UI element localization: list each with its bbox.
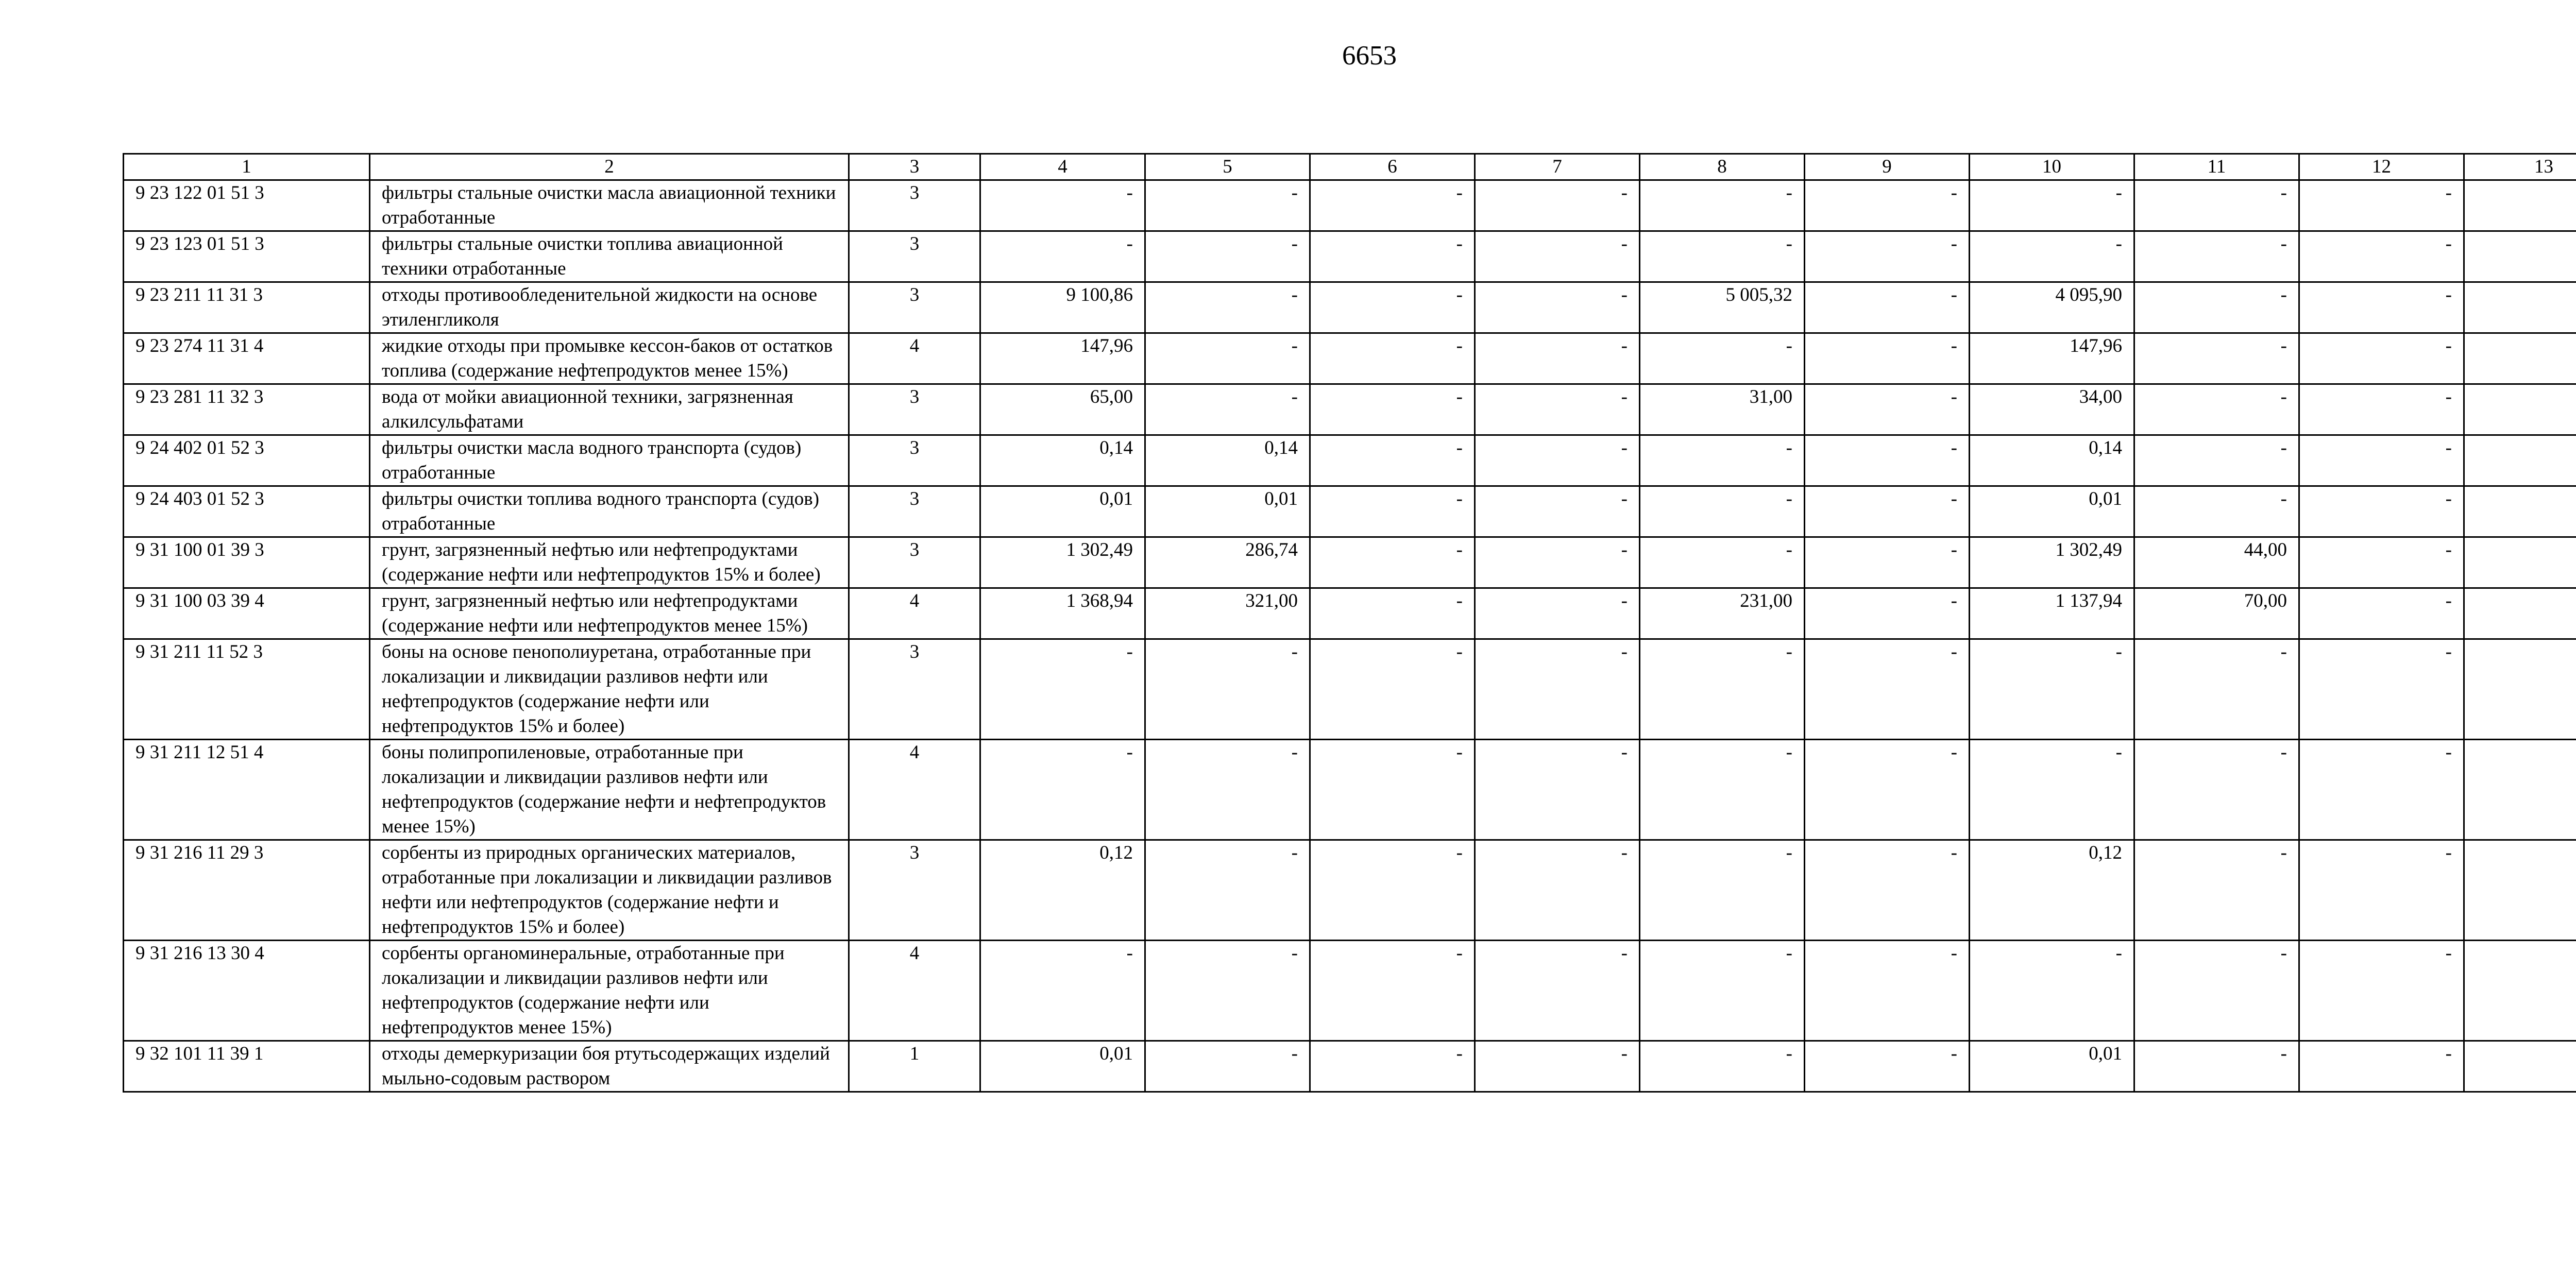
waste-code-cell: 9 24 402 01 52 3 bbox=[124, 435, 370, 486]
value-cell-col-9: - bbox=[1805, 639, 1970, 740]
value-cell-col-12: - bbox=[2299, 384, 2464, 435]
waste-name-cell: сорбенты органоминеральные, отработанные при локализации и ликвидации разливов нефти или нефтепродуктов (содержание нефти или нефтепродуктов менее 15%) bbox=[370, 941, 849, 1041]
value-cell-col-7: - bbox=[1475, 941, 1640, 1041]
value-cell-col-7: - bbox=[1475, 486, 1640, 537]
waste-data-table bbox=[123, 153, 2576, 1093]
value-cell-col-10: 4 095,90 bbox=[1970, 282, 2134, 333]
value-cell-col-11: 44,00 bbox=[2134, 537, 2299, 588]
value-cell-col-11: - bbox=[2134, 384, 2299, 435]
value-cell-col-13 bbox=[2464, 435, 2576, 486]
value-cell-col-7: - bbox=[1475, 333, 1640, 384]
value-cell-col-7: - bbox=[1475, 231, 1640, 282]
waste-name-cell: боны на основе пенополиуретана, отработанные при локализации и ликвидации разливов нефти или нефтепродуктов (содержание нефти или нефтепродуктов 15% и более) bbox=[370, 639, 849, 740]
value-cell-col-6: - bbox=[1310, 537, 1475, 588]
value-cell-col-12: - bbox=[2299, 740, 2464, 840]
value-cell-col-10: - bbox=[1970, 231, 2134, 282]
value-cell-col-11: 70,00 bbox=[2134, 588, 2299, 639]
value-cell-col-10: - bbox=[1970, 941, 2134, 1041]
value-cell-col-9: - bbox=[1805, 282, 1970, 333]
value-cell-col-9: - bbox=[1805, 384, 1970, 435]
value-cell-col-4: 0,01 bbox=[980, 1041, 1145, 1092]
value-cell-col-9: - bbox=[1805, 1041, 1970, 1092]
value-cell-col-7: - bbox=[1475, 740, 1640, 840]
waste-code-cell: 9 31 216 13 30 4 bbox=[124, 941, 370, 1041]
waste-name-cell: вода от мойки авиационной техники, загрязненная алкилсульфатами bbox=[370, 384, 849, 435]
value-cell-col-7: - bbox=[1475, 588, 1640, 639]
value-cell-col-13 bbox=[2464, 282, 2576, 333]
value-cell-col-12: - bbox=[2299, 486, 2464, 537]
hazard-class-cell: 3 bbox=[849, 231, 980, 282]
table-header bbox=[124, 154, 2576, 180]
value-cell-col-10: - bbox=[1970, 740, 2134, 840]
value-cell-col-12: - bbox=[2299, 1041, 2464, 1092]
table-row bbox=[124, 231, 2576, 282]
value-cell-col-5: - bbox=[1145, 740, 1310, 840]
value-cell-col-8: - bbox=[1640, 639, 1805, 740]
table-row bbox=[124, 180, 2576, 231]
value-cell-col-5: - bbox=[1145, 231, 1310, 282]
value-cell-col-11: - bbox=[2134, 435, 2299, 486]
hazard-class-cell: 3 bbox=[849, 639, 980, 740]
column-header-6: 6 bbox=[1310, 154, 1475, 180]
waste-name-cell: отходы противообледенительной жидкости на основе этиленгликоля bbox=[370, 282, 849, 333]
page-number: 6653 bbox=[1342, 41, 1397, 71]
value-cell-col-5: 321,00 bbox=[1145, 588, 1310, 639]
table-row bbox=[124, 840, 2576, 941]
value-cell-col-9: - bbox=[1805, 537, 1970, 588]
value-cell-col-12: - bbox=[2299, 941, 2464, 1041]
value-cell-col-4: 1 302,49 bbox=[980, 537, 1145, 588]
column-header-3: 3 bbox=[849, 154, 980, 180]
column-header-2: 2 bbox=[370, 154, 849, 180]
table-row bbox=[124, 333, 2576, 384]
waste-name-cell: жидкие отходы при промывке кессон-баков от остатков топлива (содержание нефтепродуктов менее 15%) bbox=[370, 333, 849, 384]
value-cell-col-4: 0,14 bbox=[980, 435, 1145, 486]
column-header-1: 1 bbox=[124, 154, 370, 180]
value-cell-col-9: - bbox=[1805, 180, 1970, 231]
value-cell-col-5: 286,74 bbox=[1145, 537, 1310, 588]
value-cell-col-12: - bbox=[2299, 588, 2464, 639]
waste-name-cell: отходы демеркуризации боя ртутьсодержащих изделий мыльно-содовым раствором bbox=[370, 1041, 849, 1092]
waste-name-cell: сорбенты из природных органических материалов, отработанные при локализации и ликвидации разливов нефти или нефтепродуктов (содержание нефти и нефтепродуктов 15% и более) bbox=[370, 840, 849, 941]
waste-name-cell: грунт, загрязненный нефтью или нефтепродуктами (содержание нефти или нефтепродуктов 15% и более) bbox=[370, 537, 849, 588]
value-cell-col-12: - bbox=[2299, 537, 2464, 588]
waste-code-cell: 9 31 100 03 39 4 bbox=[124, 588, 370, 639]
value-cell-col-6: - bbox=[1310, 180, 1475, 231]
table-row bbox=[124, 639, 2576, 740]
value-cell-col-13 bbox=[2464, 1041, 2576, 1092]
hazard-class-cell: 1 bbox=[849, 1041, 980, 1092]
value-cell-col-4: 1 368,94 bbox=[980, 588, 1145, 639]
column-header-7: 7 bbox=[1475, 154, 1640, 180]
value-cell-col-7: - bbox=[1475, 1041, 1640, 1092]
value-cell-col-11: - bbox=[2134, 639, 2299, 740]
value-cell-col-10: 147,96 bbox=[1970, 333, 2134, 384]
value-cell-col-6: - bbox=[1310, 740, 1475, 840]
value-cell-col-6: - bbox=[1310, 840, 1475, 941]
value-cell-col-4: - bbox=[980, 941, 1145, 1041]
value-cell-col-4: - bbox=[980, 639, 1145, 740]
value-cell-col-8: - bbox=[1640, 231, 1805, 282]
value-cell-col-8: - bbox=[1640, 435, 1805, 486]
value-cell-col-4: 9 100,86 bbox=[980, 282, 1145, 333]
value-cell-col-11: - bbox=[2134, 231, 2299, 282]
table-row bbox=[124, 588, 2576, 639]
waste-code-cell: 9 32 101 11 39 1 bbox=[124, 1041, 370, 1092]
value-cell-col-11: - bbox=[2134, 180, 2299, 231]
table-row bbox=[124, 740, 2576, 840]
value-cell-col-4: 65,00 bbox=[980, 384, 1145, 435]
value-cell-col-8: - bbox=[1640, 840, 1805, 941]
value-cell-col-8: - bbox=[1640, 537, 1805, 588]
hazard-class-cell: 4 bbox=[849, 333, 980, 384]
waste-code-cell: 9 23 274 11 31 4 bbox=[124, 333, 370, 384]
value-cell-col-7: - bbox=[1475, 537, 1640, 588]
value-cell-col-5: - bbox=[1145, 941, 1310, 1041]
table-row bbox=[124, 486, 2576, 537]
hazard-class-cell: 4 bbox=[849, 941, 980, 1041]
column-header-13: 13 bbox=[2464, 154, 2576, 180]
value-cell-col-12: - bbox=[2299, 639, 2464, 740]
value-cell-col-9: - bbox=[1805, 740, 1970, 840]
value-cell-col-5: - bbox=[1145, 1041, 1310, 1092]
value-cell-col-4: 0,01 bbox=[980, 486, 1145, 537]
value-cell-col-10: 0,01 bbox=[1970, 486, 2134, 537]
value-cell-col-10: 0,14 bbox=[1970, 435, 2134, 486]
value-cell-col-11: - bbox=[2134, 740, 2299, 840]
waste-code-cell: 9 23 123 01 51 3 bbox=[124, 231, 370, 282]
value-cell-col-5: - bbox=[1145, 840, 1310, 941]
hazard-class-cell: 4 bbox=[849, 588, 980, 639]
value-cell-col-11: - bbox=[2134, 840, 2299, 941]
waste-code-cell: 9 24 403 01 52 3 bbox=[124, 486, 370, 537]
value-cell-col-10: 1 137,94 bbox=[1970, 588, 2134, 639]
hazard-class-cell: 3 bbox=[849, 486, 980, 537]
value-cell-col-13 bbox=[2464, 180, 2576, 231]
waste-code-cell: 9 31 100 01 39 3 bbox=[124, 537, 370, 588]
hazard-class-cell: 4 bbox=[849, 740, 980, 840]
waste-name-cell: фильтры очистки топлива водного транспорта (судов) отработанные bbox=[370, 486, 849, 537]
waste-code-cell: 9 31 211 11 52 3 bbox=[124, 639, 370, 740]
table-row bbox=[124, 435, 2576, 486]
column-header-11: 11 bbox=[2134, 154, 2299, 180]
value-cell-col-12: - bbox=[2299, 840, 2464, 941]
table-row bbox=[124, 282, 2576, 333]
value-cell-col-8: - bbox=[1640, 486, 1805, 537]
value-cell-col-4: - bbox=[980, 180, 1145, 231]
waste-name-cell: фильтры стальные очистки топлива авиационной техники отработанные bbox=[370, 231, 849, 282]
value-cell-col-6: - bbox=[1310, 639, 1475, 740]
value-cell-col-11: - bbox=[2134, 282, 2299, 333]
value-cell-col-5: - bbox=[1145, 639, 1310, 740]
value-cell-col-11: - bbox=[2134, 333, 2299, 384]
hazard-class-cell: 3 bbox=[849, 282, 980, 333]
value-cell-col-5: 0,01 bbox=[1145, 486, 1310, 537]
value-cell-col-11: - bbox=[2134, 941, 2299, 1041]
column-header-8: 8 bbox=[1640, 154, 1805, 180]
column-header-12: 12 bbox=[2299, 154, 2464, 180]
value-cell-col-8: - bbox=[1640, 333, 1805, 384]
value-cell-col-4: 0,12 bbox=[980, 840, 1145, 941]
value-cell-col-6: - bbox=[1310, 486, 1475, 537]
hazard-class-cell: 3 bbox=[849, 180, 980, 231]
table-row bbox=[124, 384, 2576, 435]
value-cell-col-13 bbox=[2464, 384, 2576, 435]
waste-code-cell: 9 23 281 11 32 3 bbox=[124, 384, 370, 435]
value-cell-col-6: - bbox=[1310, 1041, 1475, 1092]
waste-name-cell: боны полипропиленовые, отработанные при локализации и ликвидации разливов нефти или нефтепродуктов (содержание нефти и нефтепродуктов менее 15%) bbox=[370, 740, 849, 840]
hazard-class-cell: 3 bbox=[849, 537, 980, 588]
value-cell-col-10: 0,12 bbox=[1970, 840, 2134, 941]
value-cell-col-9: - bbox=[1805, 840, 1970, 941]
value-cell-col-4: - bbox=[980, 231, 1145, 282]
table-row bbox=[124, 537, 2576, 588]
value-cell-col-13 bbox=[2464, 639, 2576, 740]
column-header-10: 10 bbox=[1970, 154, 2134, 180]
waste-name-cell: грунт, загрязненный нефтью или нефтепродуктами (содержание нефти или нефтепродуктов менее 15%) bbox=[370, 588, 849, 639]
table-body bbox=[124, 180, 2576, 1092]
value-cell-col-8: 5 005,32 bbox=[1640, 282, 1805, 333]
value-cell-col-7: - bbox=[1475, 282, 1640, 333]
value-cell-col-13 bbox=[2464, 333, 2576, 384]
value-cell-col-5: 0,14 bbox=[1145, 435, 1310, 486]
value-cell-col-10: 0,01 bbox=[1970, 1041, 2134, 1092]
value-cell-col-9: - bbox=[1805, 333, 1970, 384]
table-row bbox=[124, 941, 2576, 1041]
column-header-4: 4 bbox=[980, 154, 1145, 180]
value-cell-col-7: - bbox=[1475, 435, 1640, 486]
hazard-class-cell: 3 bbox=[849, 840, 980, 941]
value-cell-col-8: - bbox=[1640, 1041, 1805, 1092]
value-cell-col-6: - bbox=[1310, 384, 1475, 435]
value-cell-col-9: - bbox=[1805, 941, 1970, 1041]
value-cell-col-11: - bbox=[2134, 1041, 2299, 1092]
value-cell-col-12: - bbox=[2299, 333, 2464, 384]
waste-code-cell: 9 23 211 11 31 3 bbox=[124, 282, 370, 333]
value-cell-col-4: - bbox=[980, 740, 1145, 840]
value-cell-col-8: - bbox=[1640, 941, 1805, 1041]
header-row bbox=[124, 154, 2576, 180]
value-cell-col-13 bbox=[2464, 537, 2576, 588]
value-cell-col-13 bbox=[2464, 588, 2576, 639]
value-cell-col-13 bbox=[2464, 486, 2576, 537]
value-cell-col-6: - bbox=[1310, 231, 1475, 282]
value-cell-col-13 bbox=[2464, 840, 2576, 941]
value-cell-col-9: - bbox=[1805, 588, 1970, 639]
value-cell-col-12: - bbox=[2299, 180, 2464, 231]
value-cell-col-7: - bbox=[1475, 639, 1640, 740]
value-cell-col-5: - bbox=[1145, 180, 1310, 231]
column-header-5: 5 bbox=[1145, 154, 1310, 180]
value-cell-col-12: - bbox=[2299, 231, 2464, 282]
waste-code-cell: 9 23 122 01 51 3 bbox=[124, 180, 370, 231]
hazard-class-cell: 3 bbox=[849, 384, 980, 435]
value-cell-col-5: - bbox=[1145, 384, 1310, 435]
value-cell-col-5: - bbox=[1145, 282, 1310, 333]
value-cell-col-7: - bbox=[1475, 840, 1640, 941]
value-cell-col-7: - bbox=[1475, 384, 1640, 435]
value-cell-col-8: 31,00 bbox=[1640, 384, 1805, 435]
value-cell-col-12: - bbox=[2299, 435, 2464, 486]
value-cell-col-11: - bbox=[2134, 486, 2299, 537]
value-cell-col-10: - bbox=[1970, 639, 2134, 740]
value-cell-col-6: - bbox=[1310, 282, 1475, 333]
value-cell-col-9: - bbox=[1805, 435, 1970, 486]
table-row bbox=[124, 1041, 2576, 1092]
value-cell-col-7: - bbox=[1475, 180, 1640, 231]
value-cell-col-6: - bbox=[1310, 941, 1475, 1041]
value-cell-col-6: - bbox=[1310, 435, 1475, 486]
value-cell-col-6: - bbox=[1310, 588, 1475, 639]
value-cell-col-13 bbox=[2464, 941, 2576, 1041]
value-cell-col-10: 34,00 bbox=[1970, 384, 2134, 435]
value-cell-col-13 bbox=[2464, 740, 2576, 840]
value-cell-col-13 bbox=[2464, 231, 2576, 282]
value-cell-col-9: - bbox=[1805, 486, 1970, 537]
value-cell-col-8: - bbox=[1640, 740, 1805, 840]
value-cell-col-4: 147,96 bbox=[980, 333, 1145, 384]
hazard-class-cell: 3 bbox=[849, 435, 980, 486]
value-cell-col-9: - bbox=[1805, 231, 1970, 282]
waste-name-cell: фильтры стальные очистки масла авиационной техники отработанные bbox=[370, 180, 849, 231]
value-cell-col-10: 1 302,49 bbox=[1970, 537, 2134, 588]
waste-code-cell: 9 31 211 12 51 4 bbox=[124, 740, 370, 840]
value-cell-col-10: - bbox=[1970, 180, 2134, 231]
value-cell-col-5: - bbox=[1145, 333, 1310, 384]
column-header-9: 9 bbox=[1805, 154, 1970, 180]
waste-code-cell: 9 31 216 11 29 3 bbox=[124, 840, 370, 941]
waste-name-cell: фильтры очистки масла водного транспорта (судов) отработанные bbox=[370, 435, 849, 486]
value-cell-col-8: 231,00 bbox=[1640, 588, 1805, 639]
value-cell-col-8: - bbox=[1640, 180, 1805, 231]
value-cell-col-12: - bbox=[2299, 282, 2464, 333]
value-cell-col-6: - bbox=[1310, 333, 1475, 384]
